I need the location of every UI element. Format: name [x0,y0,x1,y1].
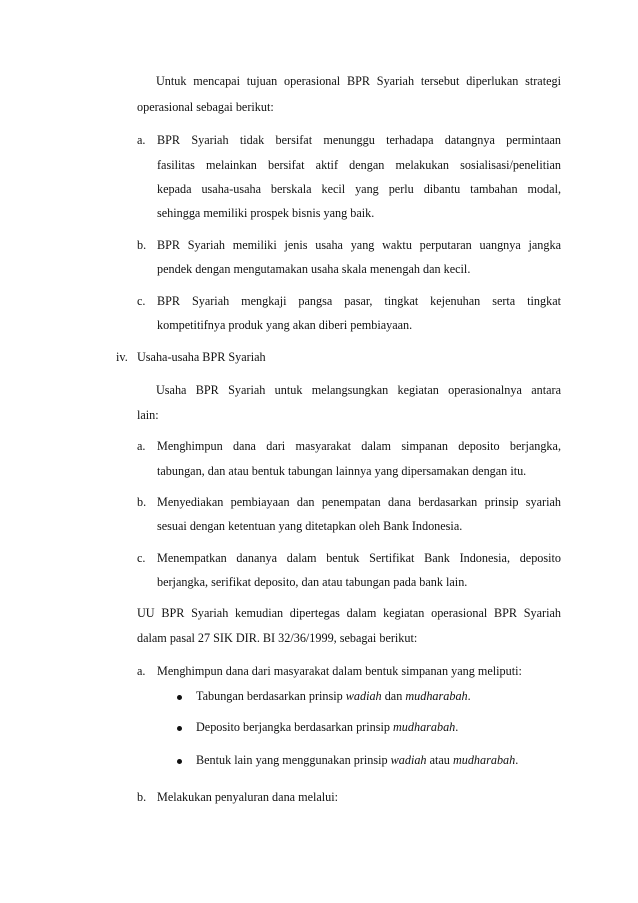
strategy-a-line-4: sehingga memiliki prospek bisnis yang baik. [157,206,375,220]
business-b-line-2: sesuai dengan ketentuan yang ditetapkan oleh Bank Indonesia. [157,519,463,533]
activity-b-text: Melakukan penyaluran dana melalui: [157,790,339,804]
business-a-line-1: Menghimpun dana dari masyarakat dalam simpanan deposito berjangka, [157,439,561,453]
intro-line-1: Untuk mencapai tujuan operasional BPR Syariah tersebut diperlukan strategi [156,74,561,88]
bullet-icon [177,759,182,764]
activity-a-marker: a. [137,664,146,678]
business-c-line-1: Menempatkan dananya dalam bentuk Sertifikat Bank Indonesia, deposito [157,551,561,565]
business-b-marker: b. [137,495,147,509]
section-iv-heading: Usaha-usaha BPR Syariah [137,350,266,364]
uu-para-line-2: dalam pasal 27 SIK DIR. BI 32/36/1999, sebagai berikut: [137,631,418,645]
intro-line-2: operasional sebagai berikut: [137,100,274,114]
strategy-a-line-3: kepada usaha-usaha berskala kecil yang perlu dibantu tambahan modal, [157,182,561,196]
strategy-c-line-1: BPR Syariah mengkaji pangsa pasar, tingkat kejenuhan serta tingkat [157,294,561,308]
strategy-a-line-1: BPR Syariah tidak bersifat menunggu terhadapa datangnya permintaan [157,133,561,147]
strategy-a-line-2: fasilitas melainkan bersifat aktif dengan melakukan sosialisasi/penelitian [157,158,561,172]
section-iv-para-line-2: lain: [137,408,159,422]
bullet-item-2: Deposito berjangka berdasarkan prinsip mudharabah. [196,720,459,734]
strategy-b-line-1: BPR Syariah memiliki jenis usaha yang waktu perputaran uangnya jangka [157,238,561,252]
strategy-c-marker: c. [137,294,146,308]
strategy-a-marker: a. [137,133,146,147]
bullet-item-1: Tabungan berdasarkan prinsip wadiah dan mudharabah. [196,689,471,703]
section-iv-marker: iv. [116,350,128,364]
business-a-marker: a. [137,439,146,453]
bullet-icon [177,726,182,731]
strategy-b-marker: b. [137,238,147,252]
activity-a-text: Menghimpun dana dari masyarakat dalam bentuk simpanan yang meliputi: [157,664,522,678]
section-iv-para-line-1: Usaha BPR Syariah untuk melangsungkan kegiatan operasionalnya antara [156,383,561,397]
strategy-b-line-2: pendek dengan mengutamakan usaha skala menengah dan kecil. [157,262,471,276]
business-c-line-2: berjangka, serifikat deposito, dan atau tabungan pada bank lain. [157,575,468,589]
strategy-c-line-2: kompetitifnya produk yang akan diberi pembiayaan. [157,318,413,332]
bullet-icon [177,695,182,700]
activity-b-marker: b. [137,790,147,804]
bullet-item-3: Bentuk lain yang menggunakan prinsip wadiah atau mudharabah. [196,753,519,767]
uu-para-line-1: UU BPR Syariah kemudian dipertegas dalam kegiatan operasional BPR Syariah [137,606,561,620]
business-a-line-2: tabungan, dan atau bentuk tabungan lainnya yang dipersamakan dengan itu. [157,464,527,478]
business-c-marker: c. [137,551,146,565]
business-b-line-1: Menyediakan pembiayaan dan penempatan dana berdasarkan prinsip syariah [157,495,561,509]
